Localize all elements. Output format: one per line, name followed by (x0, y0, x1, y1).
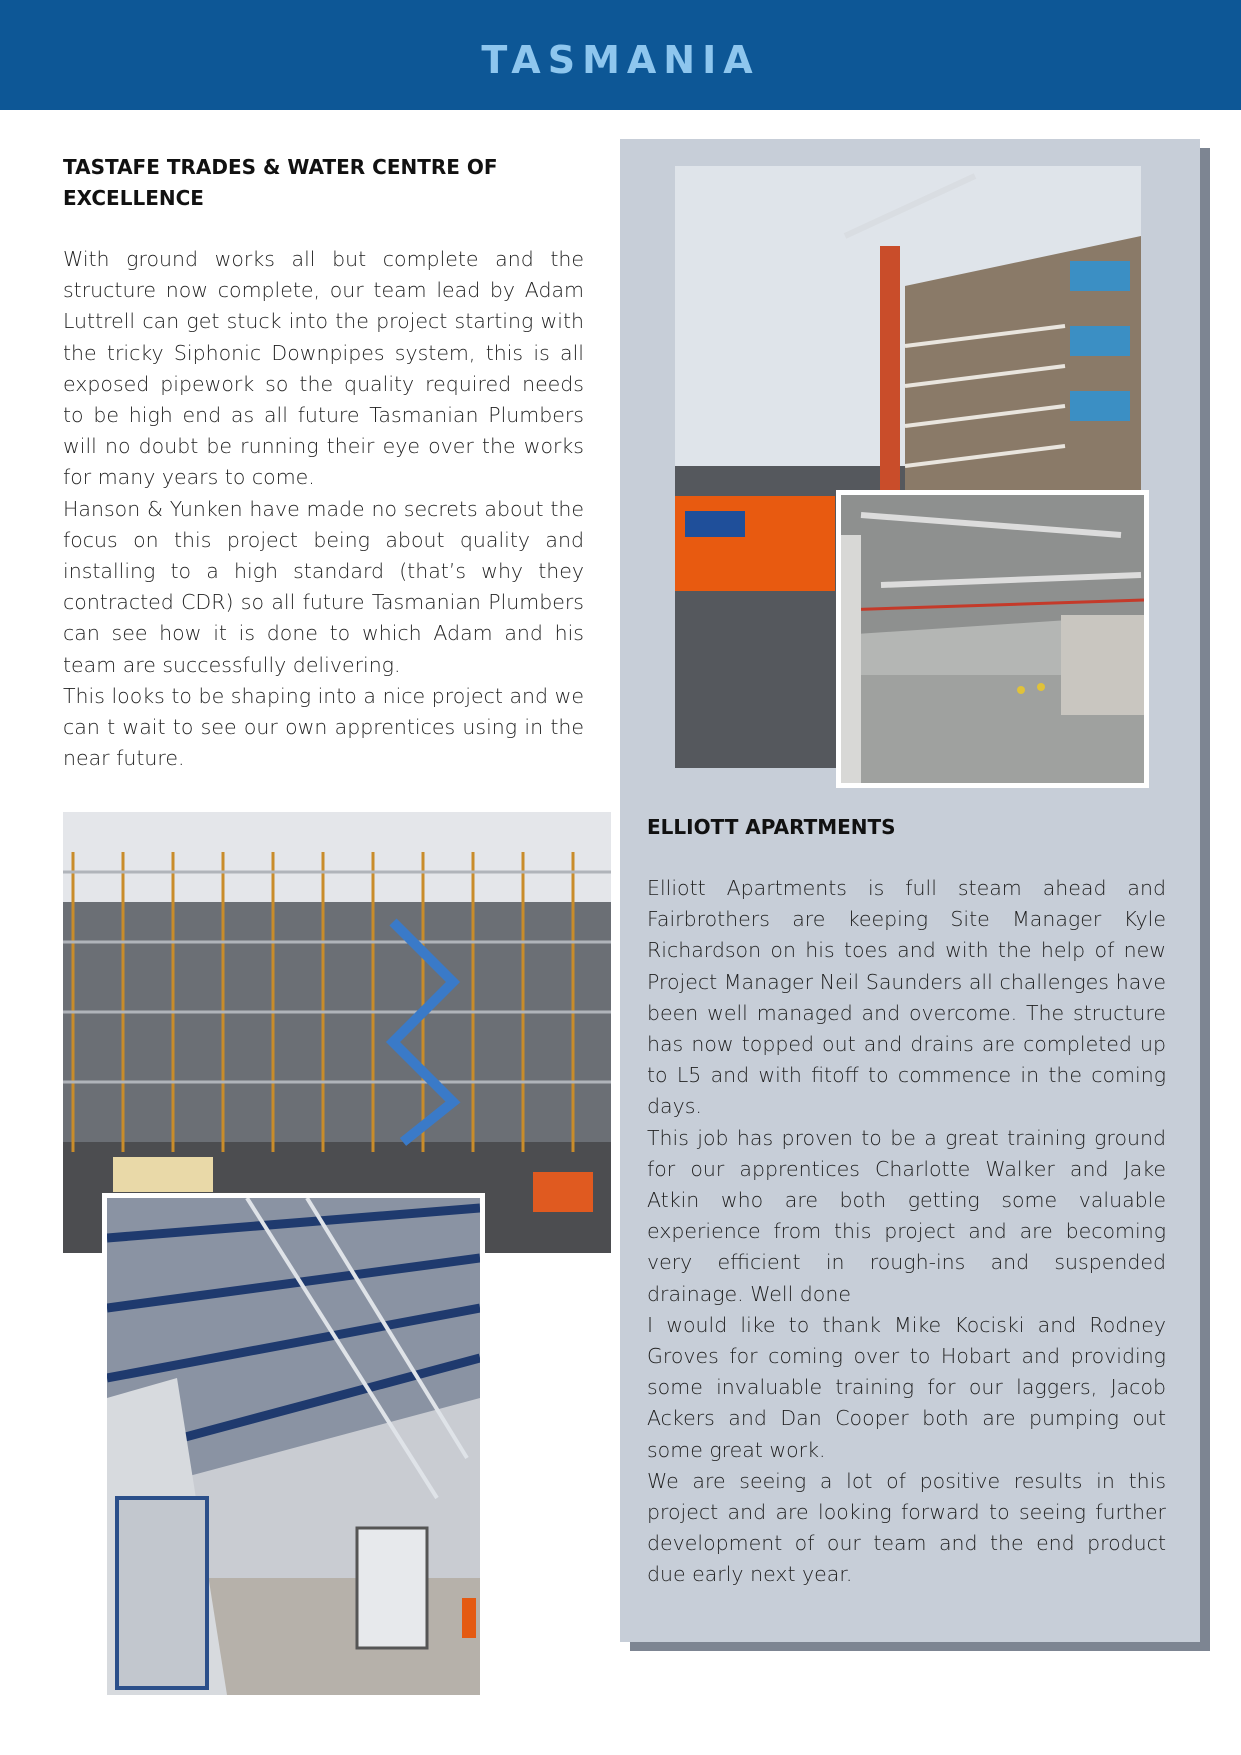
elliott-paragraph: I would like to thank Mike Kociski and Rodney Groves for coming over to Hobart and providing some invaluable training for our laggers, Jacob Ackers and Dan Cooper both are pumping out some great work. (647, 1312, 1166, 1462)
elliott-paragraph: We are seeing a lot of positive results in this project and are looking forward to seeing further development of our team and the end product due early next year. (647, 1468, 1166, 1587)
elliott-title: ELLIOTT APARTMENTS (647, 815, 896, 839)
interior-roof-photo (102, 1193, 485, 1700)
tastafe-title: TASTAFE TRADES & WATER CENTRE OF EXCELLENCE (63, 155, 498, 210)
page-header (0, 0, 1241, 110)
elliott-paragraph: This job has proven to be a great training ground for our apprentices Charlotte Walker and Jake Atkin who are both getting some valuable experience from this project and are becoming very efficient in rough-ins and suspended drainage. Well done (647, 1125, 1166, 1306)
elliott-body (647, 873, 1166, 1591)
tastafe-article (63, 152, 584, 774)
tastafe-body (63, 244, 584, 774)
elliott-article (647, 812, 1166, 1591)
scaffolding-photo (63, 812, 611, 1253)
page-title: TASMANIA (481, 38, 760, 82)
tastafe-paragraph: Hanson & Yunken have made no secrets about the focus on this project being about quality and installing to a high standard (that’s why they contracted CDR) so all future Tasmanian Plumbers can see how it is done to which Adam and his team are successfully delivering. (63, 496, 584, 677)
elliott-paragraph: Elliott Apartments is full steam ahead and Fairbrothers are keeping Site Manager Kyle Richardson on his toes and with the help of new Project Manager Neil Saunders all challenges have been well managed and overcome. The structure has now topped out and drains are completed up to L5 and with fitoff to commence in the coming days. (647, 876, 1166, 1119)
tastafe-paragraph: With ground works all but complete and the structure now complete, our team lead by Adam Luttrell can get stuck into the project starting with the tricky Siphonic Downpipes system, this is all exposed pipework so the quality required needs to be high end as all future Tasmanian Plumbers will no doubt be running their eye over the works for many years to come. (63, 247, 584, 490)
tastafe-paragraph: This looks to be shaping into a nice project and we can t wait to see our own apprentices using in the near future. (63, 683, 584, 771)
interior-ceiling-photo (836, 490, 1149, 788)
